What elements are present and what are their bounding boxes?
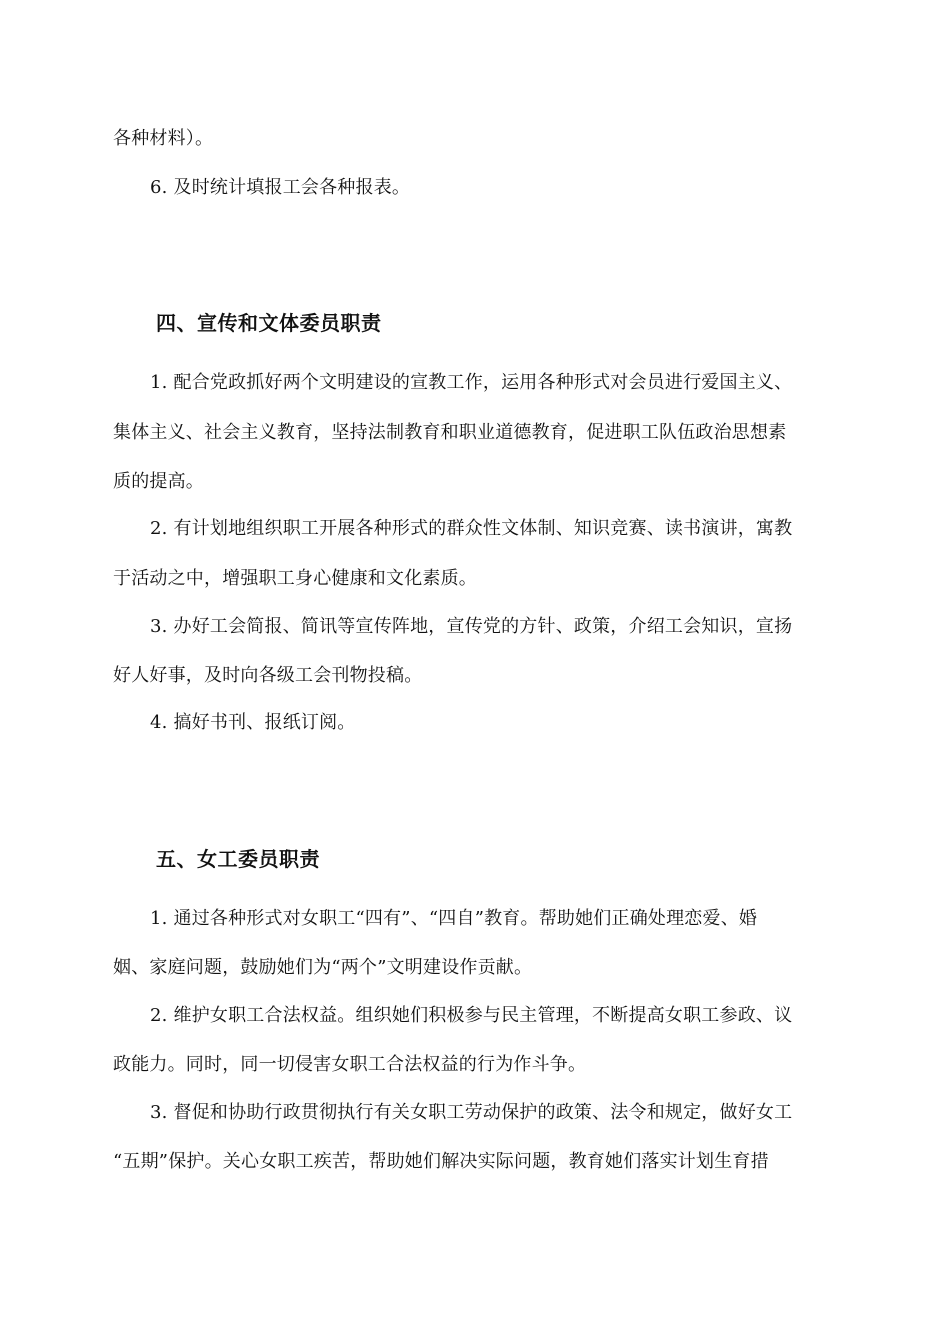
section-4-heading: 四、宣传和文体委员职责 (156, 311, 382, 335)
section-4-item-3-line-1: 3. 办好工会简报、简讯等宣传阵地，宣传党的方针、政策，介绍工会知识，宣扬 (150, 616, 793, 637)
section-4-item-1-line-1: 1. 配合党政抓好两个文明建设的宣教工作，运用各种形式对会员进行爱国主义、 (150, 372, 793, 393)
section-5-item-2-line-1: 2. 维护女职工合法权益。组织她们积极参与民主管理，不断提高女职工参政、议 (150, 1005, 793, 1026)
section-4-item-4-line-1: 4. 搞好书刊、报纸订阅。 (150, 712, 356, 733)
section-5-item-2-line-2: 政能力。同时，同一切侵害女职工合法权益的行为作斗争。 (113, 1054, 587, 1075)
section-4-item-1-line-3: 质的提高。 (113, 471, 204, 492)
section-5-item-3-line-2: “五期”保护。关心女职工疾苦，帮助她们解决实际问题，教育她们落实计划生育措 (113, 1151, 769, 1172)
section-5-item-3-line-1: 3. 督促和协助行政贯彻执行有关女职工劳动保护的政策、法令和规定，做好女工 (150, 1102, 793, 1123)
section-4-item-1-line-2: 集体主义、社会主义教育，坚持法制教育和职业道德教育，促进职工队伍政治思想素 (113, 422, 787, 443)
section-4-item-2-line-2: 于活动之中，增强职工身心健康和文化素质。 (113, 568, 477, 589)
section-5-item-1-line-1: 1. 通过各种形式对女职工“四有”、“四自”教育。帮助她们正确处理恋爱、婚 (150, 908, 758, 929)
section-5-heading: 五、女工委员职责 (156, 847, 320, 871)
section-4-item-3-line-2: 好人好事，及时向各级工会刊物投稿。 (113, 665, 423, 686)
list-item-6: 6. 及时统计填报工会各种报表。 (150, 177, 411, 198)
continuation-line: 各种材料）。 (113, 128, 214, 149)
section-4-item-2-line-1: 2. 有计划地组织职工开展各种形式的群众性文体制、知识竞赛、读书演讲，寓教 (150, 518, 793, 539)
section-5-item-1-line-2: 姻、家庭问题，鼓励她们为“两个”文明建设作贡献。 (113, 957, 533, 978)
